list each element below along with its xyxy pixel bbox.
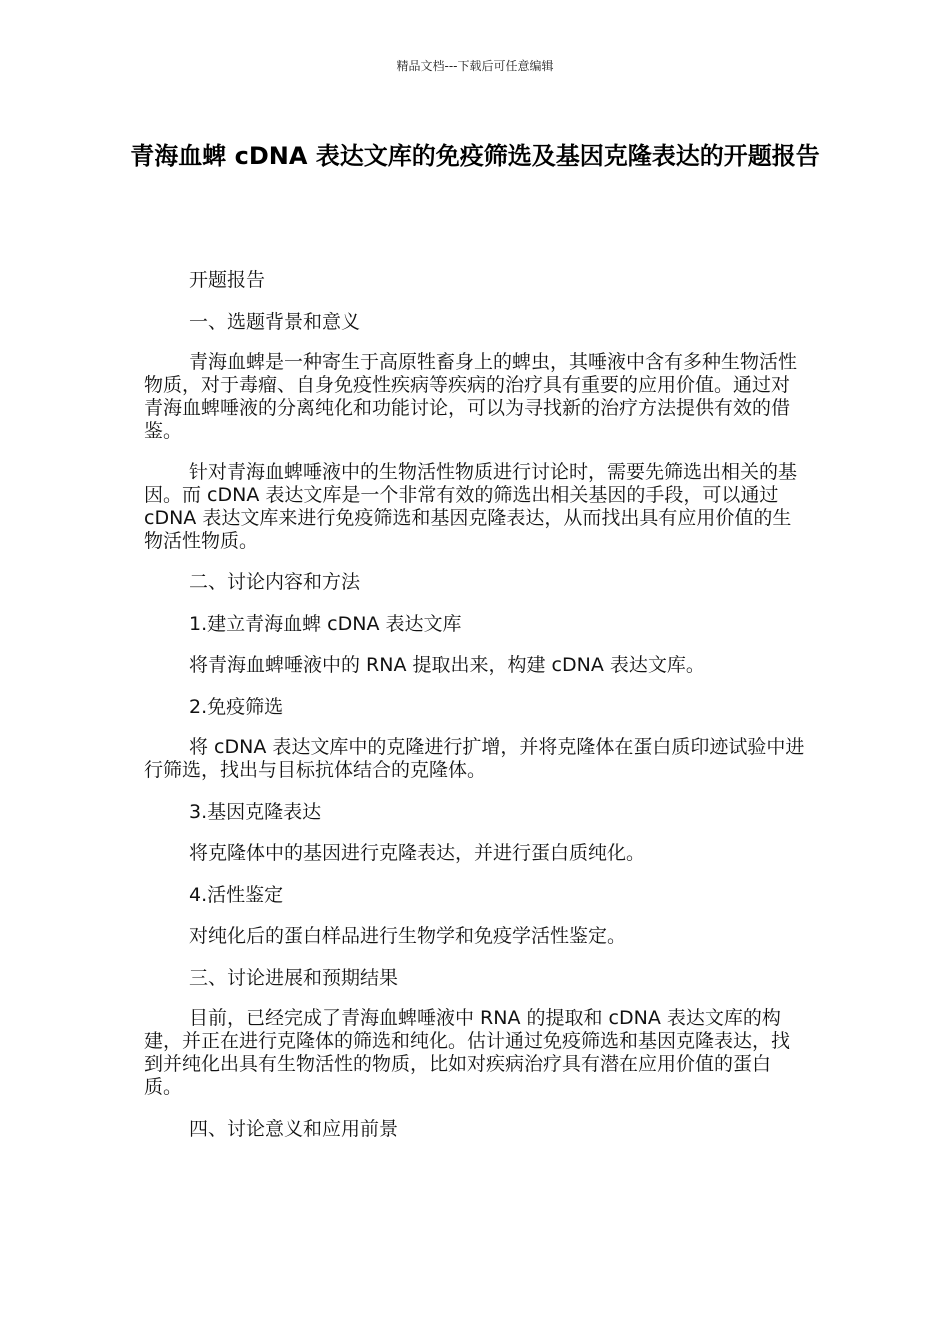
method-heading-2: 2.免疫筛选 <box>189 695 284 718</box>
method-heading-4: 4.活性鉴定 <box>189 883 284 906</box>
section-heading-background: 一、选题背景和意义 <box>189 310 361 333</box>
paragraph-background-2: 针对青海血蜱唾液中的生物活性物质进行讨论时，需要先筛选出相关的基因。而 cDNA 表达文库是一个非常有效的筛选出相关基因的手段，可以通过 cDNA 表达文库来进行免疫筛选和基因克隆表达，从而找出具有应用价值的生物活性物质。 <box>144 460 798 552</box>
method-text-2: 将 cDNA 表达文库中的克隆进行扩增，并将克隆体在蛋白质印迹试验中进行筛选，找出与目标抗体结合的克隆体。 <box>144 736 805 781</box>
document-body <box>144 268 808 1158</box>
section-heading-methods: 二、讨论内容和方法 <box>189 571 361 593</box>
method-text-4: 对纯化后的蛋白样品进行生物学和免疫学活性鉴定。 <box>189 925 627 947</box>
header-note: 精品文档---下载后可任意编辑 <box>396 59 554 73</box>
method-text-1: 将青海血蜱唾液中的 RNA 提取出来，构建 cDNA 表达文库。 <box>189 654 705 676</box>
method-heading-3: 3.基因克隆表达 <box>189 800 322 823</box>
paragraph-background-1: 青海血蜱是一种寄生于高原牲畜身上的蜱虫，其唾液中含有多种生物活性物质，对于毒瘤、自身免疫性疾病等疾病的治疗具有重要的应用价值。通过对青海血蜱唾液的分离纯化和功能讨论，可以为寻找新的治疗方法提供有效的借鉴。 <box>144 351 798 442</box>
method-heading-1: 1.建立青海血蜱 cDNA 表达文库 <box>189 612 462 635</box>
section-heading-progress: 三、讨论进展和预期结果 <box>189 966 399 989</box>
paragraph-progress: 目前，已经完成了青海血蜱唾液中 RNA 的提取和 cDNA 表达文库的构建，并正在进行克隆体的筛选和纯化。估计通过免疫筛选和基因克隆表达，找到并纯化出具有生物活性的物质，比如对疾病治疗具有潜在应用价值的蛋白质。 <box>144 1007 791 1098</box>
method-text-3: 将克隆体中的基因进行克隆表达，并进行蛋白质纯化。 <box>189 842 646 864</box>
section-heading-significance: 四、讨论意义和应用前景 <box>189 1117 399 1140</box>
document-title: 青海血蜱 cDNA 表达文库的免疫筛选及基因克隆表达的开题报告 <box>130 142 820 170</box>
paragraph-report-label: 开题报告 <box>189 269 266 291</box>
